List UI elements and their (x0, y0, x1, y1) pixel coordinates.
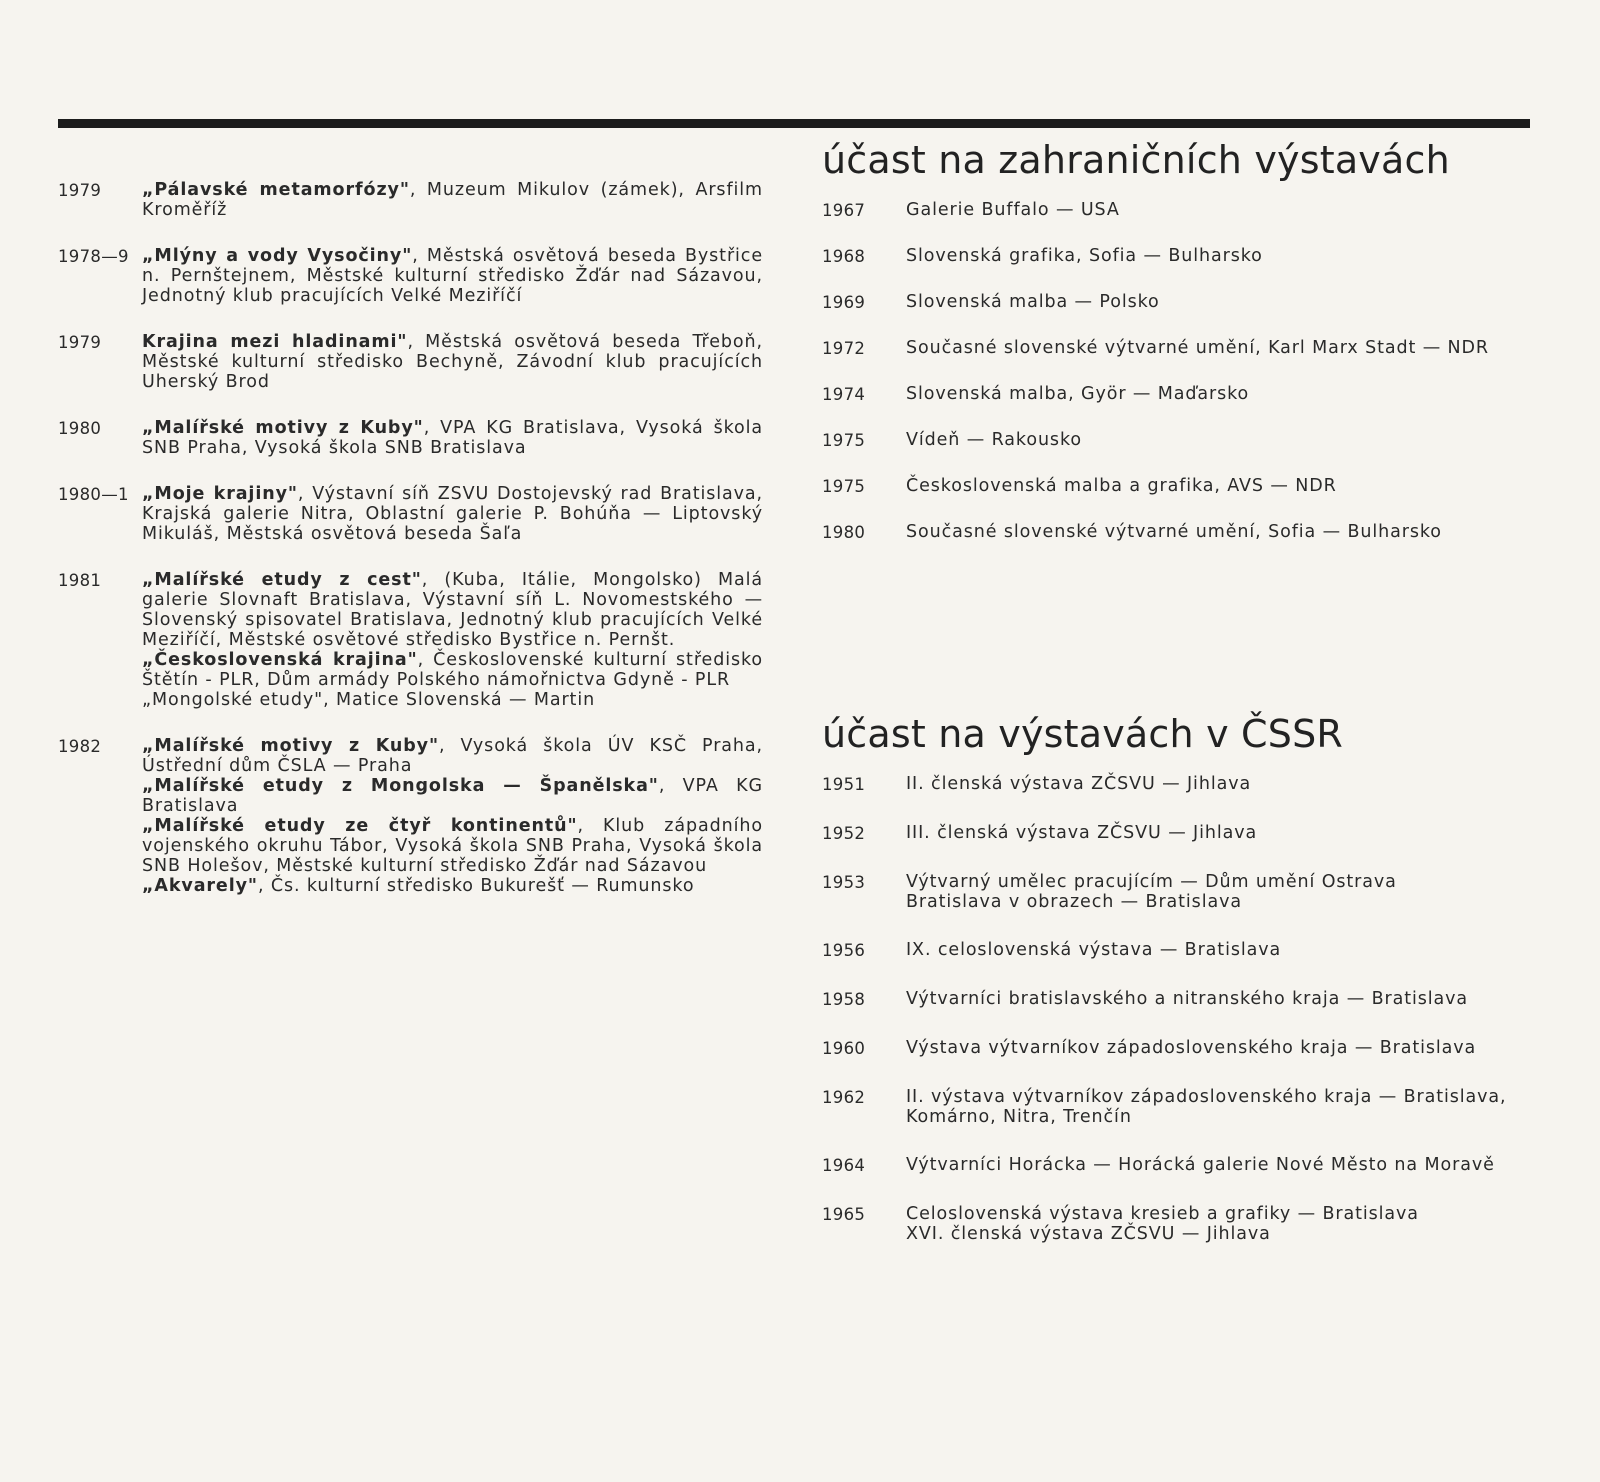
exhibition-venue: , VPA KG Bratislava, Vysoká škola SNB Praha, Vysoká škola SNB Bratislava (142, 418, 764, 458)
entry-text (142, 484, 763, 544)
exhibition-venue: , Muzeum Mikulov (zámek), Arsfilm Kroměříž (142, 180, 763, 220)
exhibition-title: Krajina mezi hladinami" (142, 332, 408, 352)
exhibition-venue: , Klub západního vojenského okruhu Tábor, Vysoká škola SNB Praha, Vysoká škola SNB Holešov, Městské kulturní středisko Žďár nad Sázavou (142, 816, 763, 876)
entry-text: II. členská výstava ZČSVU — Jihlava (906, 774, 1252, 794)
exhibition-venue: , Městská osvětová beseda Bystřice n. Pernštejnem, Městské kulturní středisko Žďár nad Sázavou, Jednotný klub pracujících Velké Meziříčí (142, 246, 763, 306)
entry-text: Výtvarníci bratislavského a nitranského kraja — Bratislava (906, 989, 1469, 1009)
list-item (58, 570, 763, 710)
entry-year: 1980 (822, 523, 866, 542)
entry-year: 1979 (58, 181, 102, 200)
exhibition-title: „Malířské motivy z Kuby" (142, 418, 424, 438)
entry-year: 1982 (58, 737, 102, 756)
exhibition-venue: , Čs. kulturní středisko Bukurešť — Rumunsko (257, 876, 695, 896)
entry-text: Výstava výtvarníkov západoslovenského kraja — Bratislava (906, 1038, 1477, 1058)
entry-text: III. členská výstava ZČSVU — Jihlava (906, 823, 1258, 843)
entry-year: 1952 (822, 824, 866, 843)
entry-year: 1962 (822, 1088, 866, 1107)
entry-year: 1981 (58, 571, 102, 590)
exhibition-title: „Pálavské metamorfózy" (142, 180, 410, 200)
list-item (822, 292, 1522, 313)
list-item (822, 989, 1527, 1010)
list-item (822, 476, 1522, 497)
exhibition-venue: , Československé kulturní středisko Štětín - PLR, Dům armády Polského námořnictva Gdyně - PLR (142, 650, 764, 690)
entry-text: Výtvarníci Horácka — Horácká galerie Nové Město na Moravě (906, 1155, 1495, 1175)
list-item (822, 1204, 1527, 1244)
entry-year: 1951 (822, 775, 866, 794)
list-item (58, 418, 763, 458)
entry-year: 1965 (822, 1205, 866, 1224)
cssr-exhibitions-title: účast na výstavách v ČSSR (822, 712, 1344, 756)
entry-year: 1969 (822, 293, 866, 312)
entry-year: 1975 (822, 431, 866, 450)
list-item (822, 522, 1522, 543)
entry-year: 1978—9 (58, 247, 129, 266)
exhibition-venue: , Městská osvětová beseda Třeboň, Městské kulturní středisko Bechyně, Závodní klub pracujících Uherský Brod (142, 332, 763, 392)
foreign-exhibitions-title: účast na zahraničních výstavách (822, 138, 1450, 182)
entry-year: 1960 (822, 1039, 866, 1058)
entry-text: Vídeň — Rakousko (906, 430, 1082, 450)
entry-text: Slovenská malba — Polsko (906, 292, 1160, 312)
entry-year: 1968 (822, 247, 866, 266)
entry-year: 1975 (822, 477, 866, 496)
exhibition-title: „Mlýny a vody Vysočiny" (142, 246, 413, 266)
entry-text: Současné slovenské výtvarné umění, Karl Marx Stadt — NDR (906, 338, 1489, 358)
entry-year: 1972 (822, 339, 866, 358)
entry-text: II. výstava výtvarníkov západoslovenského kraja — Bratislava, Komárno, Nitra, Trenčín (906, 1087, 1507, 1127)
top-rule (58, 119, 1530, 128)
exhibition-title: „Moje krajiny" (142, 484, 298, 504)
entry-year: 1953 (822, 873, 866, 892)
entry-text: IX. celoslovenská výstava — Bratislava (906, 940, 1282, 960)
exhibition-venue: , Výstavní síň ZSVU Dostojevský rad Bratislava, Krajská galerie Nitra, Oblastní galerie P. Bohúňa — Liptovský Mikuláš, Městská osvětová beseda Šaľa (142, 484, 763, 544)
list-item (822, 872, 1527, 912)
cssr-exhibitions-list (822, 774, 1527, 1244)
exhibition-title: „Československá krajina" (142, 650, 418, 670)
foreign-exhibitions-section (822, 138, 1522, 568)
entry-text (142, 418, 763, 458)
solo-exhibitions-list (58, 180, 763, 922)
list-item (822, 384, 1522, 405)
exhibition-title: „Akvarely" (142, 876, 258, 896)
list-item (822, 1038, 1527, 1059)
entry-year: 1964 (822, 1156, 866, 1175)
list-item (58, 736, 763, 896)
list-item (822, 1155, 1527, 1176)
entry-year: 1956 (822, 941, 866, 960)
entry-text: Galerie Buffalo — USA (906, 200, 1120, 220)
list-item (822, 338, 1522, 359)
exhibition-venue: , VPA KG Bratislava (142, 776, 763, 816)
list-item (58, 180, 763, 220)
entry-year: 1967 (822, 201, 866, 220)
list-item (58, 246, 763, 306)
entry-text (142, 332, 763, 392)
list-item (822, 1087, 1527, 1127)
list-item (822, 246, 1522, 267)
exhibition-venue: , (Kuba, Itálie, Mongolsko) Malá galerie Slovnaft Bratislava, Výstavní síň L. Novomestského — Slovenský spisovatel Bratislava, Jednotný klub pracujících Velké Meziříčí, Městské osvětové středisko Bystřice n. Pernšt. (142, 570, 763, 650)
exhibition-title: „Malířské motivy z Kuby" (142, 736, 439, 756)
exhibition-title: „Malířské etudy z Mongolska — Španělska" (142, 776, 659, 796)
list-item (822, 940, 1527, 961)
list-item (822, 774, 1527, 795)
cssr-exhibitions-section (822, 712, 1527, 1272)
exhibition-title: „Malířské etudy z cest" (142, 570, 422, 590)
list-item (822, 200, 1522, 221)
entry-text: Slovenská malba, Györ — Maďarsko (906, 384, 1250, 404)
entry-text: Celoslovenská výstava kresieb a grafiky — Bratislava XVI. členská výstava ZČSVU — Jihlava (906, 1204, 1419, 1244)
entry-year: 1980—1 (58, 485, 129, 504)
exhibition-venue: „Mongolské etudy", Matice Slovenská — Martin (142, 690, 596, 710)
list-item (822, 823, 1527, 844)
entry-year: 1980 (58, 419, 102, 438)
entry-text: Současné slovenské výtvarné umění, Sofia — Bulharsko (906, 522, 1442, 542)
entry-text (142, 570, 763, 710)
entry-text: Československá malba a grafika, AVS — NDR (906, 476, 1337, 496)
list-item (58, 332, 763, 392)
entry-text: Výtvarný umělec pracujícím — Dům umění Ostrava Bratislava v obrazech — Bratislava (906, 872, 1397, 912)
entry-year: 1979 (58, 333, 102, 352)
entry-text (142, 180, 763, 220)
exhibition-title: „Malířské etudy ze čtyř kontinentů" (142, 816, 578, 836)
entry-year: 1974 (822, 385, 866, 404)
entry-text: Slovenská grafika, Sofia — Bulharsko (906, 246, 1263, 266)
entry-year: 1958 (822, 990, 866, 1009)
entry-text (142, 246, 763, 306)
list-item (822, 430, 1522, 451)
entry-text (142, 736, 763, 896)
foreign-exhibitions-list (822, 200, 1522, 543)
list-item (58, 484, 763, 544)
exhibition-venue: , Vysoká škola ÚV KSČ Praha, Ústřední dům ČSLA — Praha (142, 736, 763, 776)
